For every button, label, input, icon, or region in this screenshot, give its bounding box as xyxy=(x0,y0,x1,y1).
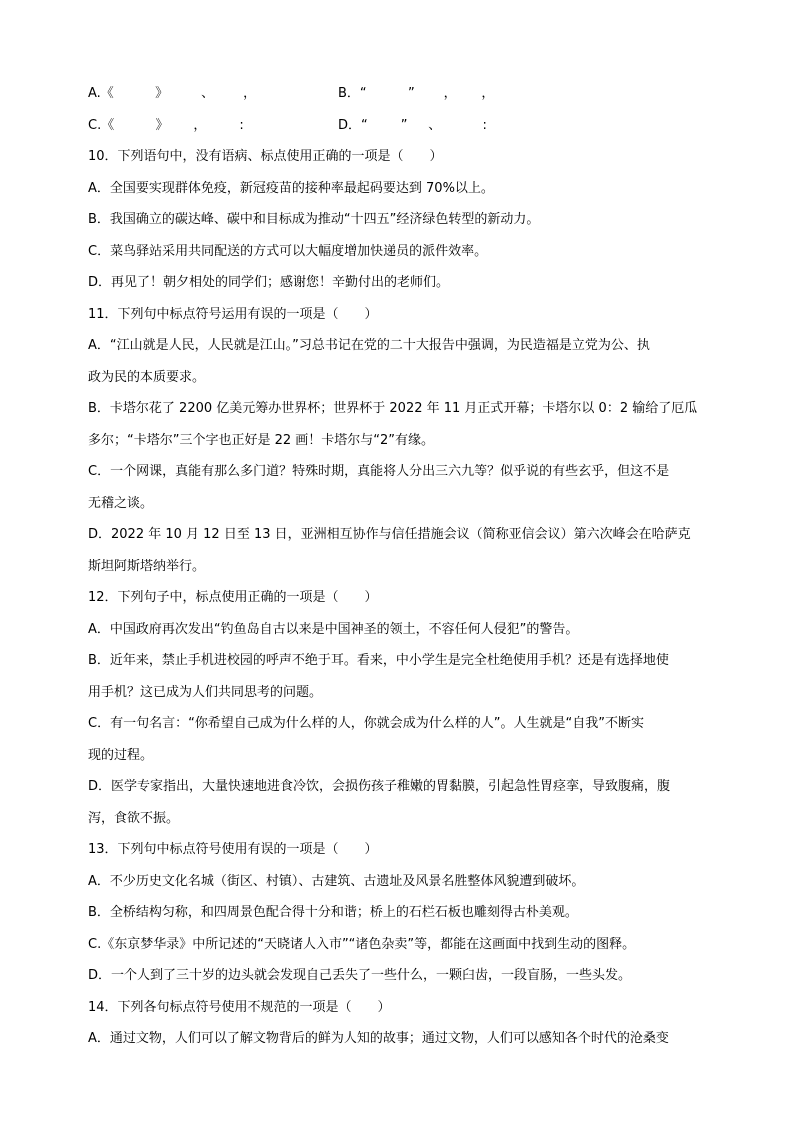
question-14-stem: 14．下列各句标点符号使用不规范的一项是（ ） xyxy=(88,999,391,1015)
question-12-stem: 12．下列句子中，标点使用正确的一项是（ ） xyxy=(88,590,378,605)
options-row-2 xyxy=(88,110,714,142)
question-10-option-a: A．全国要实现群体免疫，新冠疫苗的接种率最起码要达到 70%以上。 xyxy=(88,180,494,196)
question-13-option-b: B．全桥结构匀称，和四周景色配合得十分和谐；桥上的石栏石板也雕刻得古朴美观。 xyxy=(88,905,578,920)
option-d: D．“ ” 、 : xyxy=(338,117,487,133)
question-12-option-b-cont: 用手机？这已成为人们共同思考的问题。 xyxy=(88,684,323,700)
question-13-option-c: C.《东京梦华录》中所记述的“天晓诸人入市”“诸色杂卖”等，都能在这画面中找到生动的图释。 xyxy=(88,936,636,952)
option-a: A.《 》 、 ， xyxy=(88,86,257,101)
question-11-stem: 11．下列句中标点符号运用有误的一项是（ ） xyxy=(88,306,378,322)
question-12-option-d-cont: 泻，食欲不振。 xyxy=(88,810,180,826)
question-13-option-a: A．不少历史文化名城（街区、村镇）、古建筑、古遗址及风景名胜整体风貌遭到破坏。 xyxy=(88,873,585,889)
option-b: B．“ ” ， ， xyxy=(338,86,495,101)
question-13-stem: 13．下列句中标点符号使用有误的一项是（ ） xyxy=(88,842,378,857)
question-11-option-c: C．一个网课，真能有那么多门道？特殊时期，真能将人分出三六九等？似乎说的有些玄乎，但这不是 xyxy=(88,464,670,479)
question-11-option-a: A．“江山就是人民，人民就是江山。”习总书记在党的二十大报告中强调，为民造福是立党为公、执 xyxy=(88,338,650,353)
question-10-stem: 10．下列语句中，没有语病、标点使用正确的一项是（ ） xyxy=(88,149,443,164)
question-11-option-a-cont: 政为民的本质要求。 xyxy=(88,369,206,385)
question-12-option-d: D．医学专家指出，大量快速地进食冷饮，会损伤孩子稚嫩的胃黏膜，引起急性胃痉挛，导致腹痛，腹 xyxy=(88,779,671,794)
question-12-option-a: A．中国政府再次发出“钓鱼岛自古以来是中国神圣的领土，不容任何人侵犯”的警告。 xyxy=(88,621,579,637)
question-14-option-a: A．通过文物，人们可以了解文物背后的鲜为人知的故事；通过文物，人们可以感知各个时代的沧桑变 xyxy=(88,1031,669,1046)
question-12-option-c: C．有一句名言：“你希望自己成为什么样的人，你就会成为什么样的人”。人生就是“自我”不断实 xyxy=(88,716,645,731)
question-11-option-b-cont: 多尔；“卡塔尔”三个字也正好是 22 画！卡塔尔与“2”有缘。 xyxy=(88,432,435,448)
option-c: C.《 》 ， : xyxy=(88,117,244,133)
question-10-option-b: B．我国确立的碳达峰、碳中和目标成为推动“十四五”经济绿色转型的新动力。 xyxy=(88,212,540,227)
question-11-option-d: D．2022 年 10 月 12 日至 13 日，亚洲相互协作与信任措施会议（简称亚信会议）第六次峰会在哈萨克 xyxy=(88,527,691,542)
options-row-1 xyxy=(88,78,714,110)
question-10-option-c: C．菜鸟驿站采用共同配送的方式可以大幅度增加快递员的派件效率。 xyxy=(88,243,488,259)
question-12-option-c-cont: 现的过程。 xyxy=(88,747,154,763)
question-11-option-b: B．卡塔尔花了 2200 亿美元筹办世界杯；世界杯于 2022 年 11 月正式开幕；卡塔尔以 0：2 输给了厄瓜 xyxy=(88,401,698,416)
question-13-option-d: D．一个人到了三十岁的边头就会发现自己丢失了一些什么，一颗臼齿，一段盲肠，一些头发。 xyxy=(88,968,632,983)
question-11-option-c-cont: 无稽之谈。 xyxy=(88,495,154,511)
document-page xyxy=(88,78,714,1055)
question-10-option-d: D．再见了！朝夕相处的同学们；感谢您！辛勤付出的老师们。 xyxy=(88,275,450,290)
question-12-option-b: B．近年来，禁止手机进校园的呼声不绝于耳。看来，中小学生是完全杜绝使用手机？还是有选择地使 xyxy=(88,653,669,668)
question-11-option-d-cont: 斯坦阿斯塔纳举行。 xyxy=(88,558,206,574)
